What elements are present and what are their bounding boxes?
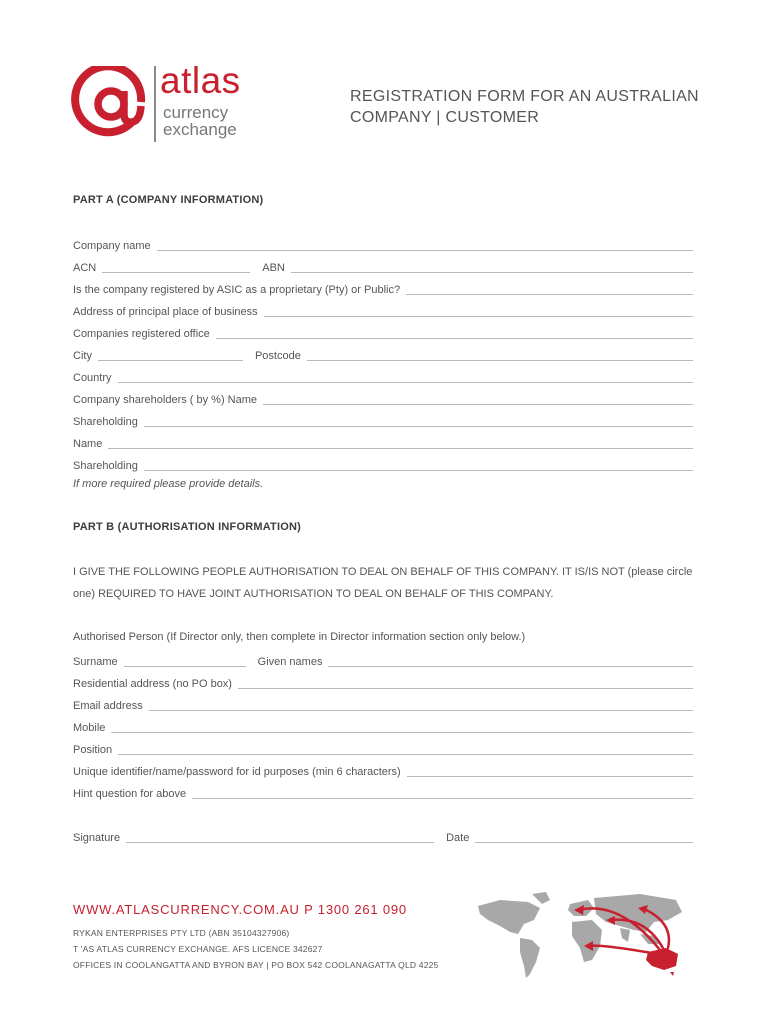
name-field[interactable] (108, 438, 693, 449)
surname-label: Surname (73, 656, 118, 668)
country-row (73, 368, 693, 384)
given-names-label: Given names (257, 656, 323, 668)
mobile-field[interactable] (111, 722, 693, 733)
shareholders-name-field[interactable] (263, 394, 693, 405)
position-label: Position (73, 744, 113, 756)
postcode-label: Postcode (254, 350, 301, 362)
principal-address-field[interactable] (264, 306, 693, 317)
shareholders-name-label: Company shareholders ( by %) Name (73, 394, 258, 406)
unique-identifier-row (73, 762, 693, 778)
at-sign-logo-icon (70, 66, 148, 144)
name-row (73, 434, 693, 450)
office-details: OFFICES IN COOLANGATTA AND BYRON BAY | PO BOX 542 COOLANAGATTA QLD 4225 (73, 960, 439, 970)
signature-label: Signature (73, 832, 121, 844)
company-name-label: Company name (73, 240, 151, 252)
residential-address-label: Residential address (no PO box) (73, 678, 232, 690)
abn-field[interactable] (291, 262, 693, 273)
unique-identifier-field[interactable] (407, 766, 693, 777)
more-details-note: If more required please provide details. (73, 478, 264, 490)
authorised-person-label: Authorised Person (If Director only, then complete in Director information section only below.) (73, 631, 526, 643)
authorisation-statement (73, 561, 698, 605)
signature-date-row (73, 828, 693, 844)
principal-address-label: Address of principal place of business (73, 306, 258, 318)
email-row (73, 696, 693, 712)
name-label: Name (73, 438, 103, 450)
email-label: Email address (73, 700, 143, 712)
hint-question-field[interactable] (192, 788, 693, 799)
surname-row (73, 652, 693, 668)
registered-office-field[interactable] (216, 328, 693, 339)
licence-details: T 'AS ATLAS CURRENCY EXCHANGE. AFS LICENCE 342627 (73, 944, 323, 954)
abn-label: ABN (262, 262, 285, 274)
part-a-heading: PART A (COMPANY INFORMATION) (73, 194, 264, 206)
shareholding-label: Shareholding (73, 460, 138, 472)
date-field[interactable] (475, 832, 693, 843)
email-field[interactable] (149, 700, 693, 711)
shareholders-row (73, 390, 693, 406)
shareholding-row-2 (73, 456, 693, 472)
surname-field[interactable] (124, 656, 246, 667)
shareholding-label: Shareholding (73, 416, 138, 428)
country-field[interactable] (118, 372, 693, 383)
brand-tagline-exchange: exchange (163, 120, 237, 139)
registered-office-label: Companies registered office (73, 328, 210, 340)
asic-question-label: Is the company registered by ASIC as a proprietary (Pty) or Public? (73, 284, 401, 296)
city-label: City (73, 350, 92, 362)
unique-identifier-label: Unique identifier/name/password for id purposes (min 6 characters) (73, 766, 401, 778)
company-name-row (73, 236, 693, 252)
position-row (73, 740, 693, 756)
authorisation-statement-line2: one) REQUIRED TO HAVE JOINT AUTHORISATION TO DEAL ON BEHALF OF THIS COMPANY. (73, 588, 554, 600)
shareholding-field[interactable] (144, 460, 693, 471)
company-name-field[interactable] (157, 240, 693, 251)
shareholding-row-1 (73, 412, 693, 428)
form-title-line1: REGISTRATION FORM FOR AN AUSTRALIAN (350, 88, 699, 105)
logo-divider (154, 66, 156, 142)
registered-office-row (73, 324, 693, 340)
city-field[interactable] (98, 350, 243, 361)
brand-name: atlas (160, 60, 241, 101)
given-names-field[interactable] (328, 656, 693, 667)
brand-tagline-currency: currency (163, 103, 229, 122)
signature-field[interactable] (126, 832, 434, 843)
acn-abn-row (73, 258, 693, 274)
city-postcode-row (73, 346, 693, 362)
residential-address-field[interactable] (238, 678, 693, 689)
acn-label: ACN (73, 262, 97, 274)
authorisation-statement-line1: I GIVE THE FOLLOWING PEOPLE AUTHORISATION TO DEAL ON BEHALF OF THIS COMPANY. IT IS/IS NOT (please circle (73, 566, 693, 578)
part-b-heading: PART B (AUTHORISATION INFORMATION) (73, 521, 301, 533)
hint-question-label: Hint question for above (73, 788, 187, 800)
asic-field[interactable] (406, 284, 693, 295)
acn-field[interactable] (102, 262, 250, 273)
asic-row (73, 280, 693, 296)
mobile-label: Mobile (73, 722, 106, 734)
residential-address-row (73, 674, 693, 690)
form-title-line2: COMPANY | CUSTOMER (350, 109, 540, 126)
shareholding-field[interactable] (144, 416, 693, 427)
position-field[interactable] (118, 744, 693, 755)
hint-question-row (73, 784, 693, 800)
mobile-row (73, 718, 693, 734)
country-label: Country (73, 372, 112, 384)
principal-address-row (73, 302, 693, 318)
world-map-icon (470, 886, 700, 986)
date-label: Date (446, 832, 470, 844)
postcode-field[interactable] (307, 350, 693, 361)
company-details: RYKAN ENTERPRISES PTY LTD (ABN 35104327906) (73, 928, 290, 938)
website-phone: WWW.ATLASCURRENCY.COM.AU P 1300 261 090 (73, 902, 407, 917)
